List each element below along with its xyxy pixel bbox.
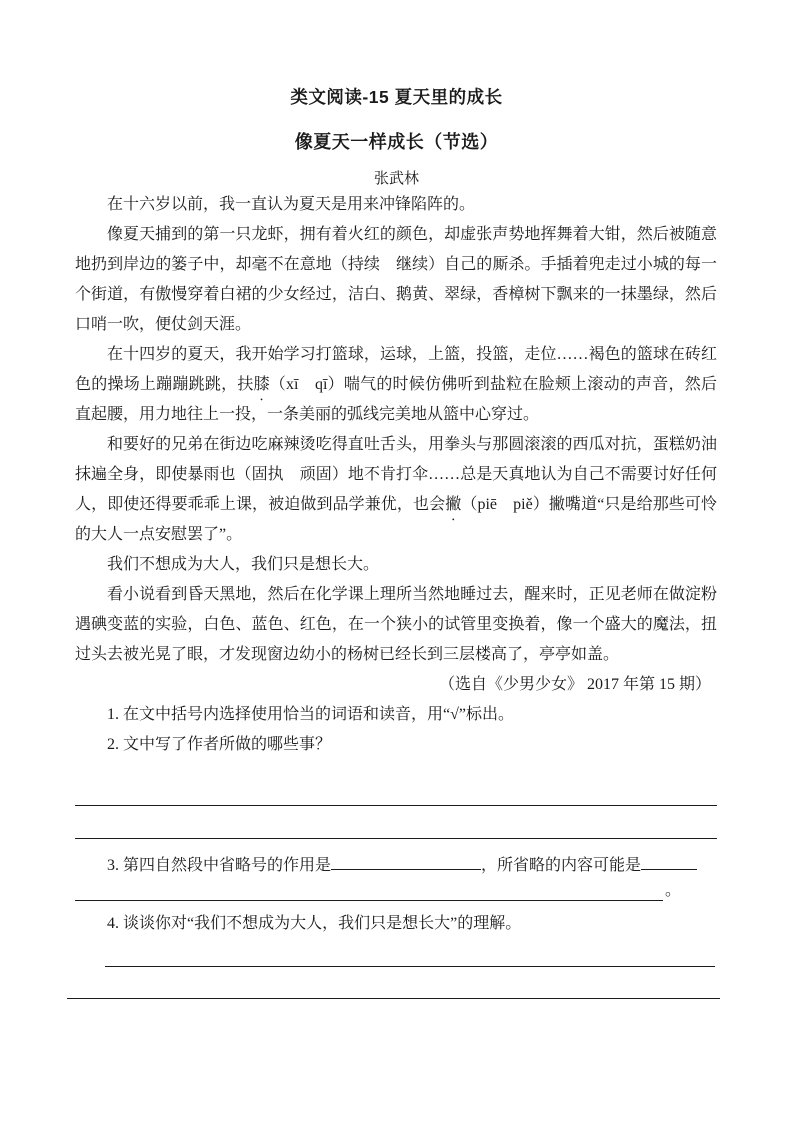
article-body (75, 190, 717, 999)
question-4: 4. 谈谈你对“我们不想成为大人，我们只是想长大”的理解。 (107, 915, 522, 932)
answer-line (105, 966, 715, 967)
paragraph (75, 220, 717, 340)
paragraph (75, 190, 717, 220)
answer-blank (641, 852, 697, 870)
text-segment: 看小说看到昏天黑地，然后在化学课上理所当然地睡过去，醒来时，正见老师在做淀粉遇碘变蓝的实验，白色、蓝色、红色，在一个狭小的试管里变换着，像一个盛大的魔法，扭过头去被光晃了眼，才发现窗边幼小的杨树已经长到三层楼高了，亭亭如盖。 (75, 586, 717, 663)
question-3-end-punctuation: 。 (665, 882, 682, 899)
text-segment: 在十六岁以前，我一直认为夏天是用来冲锋陷阵的。 (107, 196, 476, 213)
question-3-continuation (75, 881, 717, 901)
emphasized-character: 膝 (253, 376, 270, 393)
text-segment: 和要好的兄弟在街边吃麻辣烫吃得直吐舌头，用拳头与那圆滚滚的西瓜对抗，蛋糕奶油抹遍全身，即使暴雨也（固执 顽固）地不肯打伞……总是天真地认为自己不需要讨好任何人，即使还得要乖乖上课，被迫做到品学兼优，也会 (75, 436, 717, 513)
paragraph (75, 580, 717, 670)
text-segment: （piē piě）撇嘴道“只是给那些可怜的大人一点安慰罢了”。 (75, 496, 717, 543)
answer-line (75, 838, 717, 839)
author-name: 张武林 (373, 171, 419, 187)
text-segment: 我们不想成为大人，我们只是想长大。 (107, 556, 380, 573)
answer-blank (331, 852, 481, 870)
emphasized-character: 撇 (445, 496, 462, 513)
question-3-text-2: ，所省略的内容可能是 (481, 857, 642, 874)
question-1: 1. 在文中括号内选择使用恰当的词语和读音，用“√”标出。 (107, 706, 514, 723)
article-title: 像夏天一样成长（节选） (294, 132, 499, 152)
page-title: 类文阅读-15 夏天里的成长 (290, 87, 503, 107)
paragraph (75, 430, 717, 550)
paragraph (75, 340, 717, 430)
article-paragraphs (75, 190, 717, 670)
answer-line (75, 805, 717, 806)
text-segment: （xī qī）喘气的时候仿佛听到盐粒在脸颊上滚动的声音，然后直起腰，用力地往上一投，一条美丽的弧线完美地从篮中心穿过。 (75, 376, 717, 423)
question-3-text-1: 3. 第四自然段中省略号的作用是 (107, 857, 332, 874)
text-segment: 在十四岁的夏天，我开始学习打篮球，运球，上篮，投篮，走位……褐色的篮球在砖红色的操场上蹦蹦跳跳，扶 (75, 346, 717, 393)
question-3 (75, 851, 717, 881)
answer-line (75, 882, 663, 901)
source-attribution: （选自《少男少女》 2017 年第 15 期） (438, 676, 711, 693)
question-2: 2. 文中写了作者所做的哪些事？ (107, 736, 332, 753)
text-segment: 像夏天捕到的第一只龙虾，拥有着火红的颜色，却虚张声势地挥舞着大钳，然后被随意地扔到岸边的篓子中，却毫不在意地（持续 继续）自己的厮杀。手插着兜走过小城的每一个街道，有傲慢穿着白裙的少女经过，洁白、鹅黄、翠绿，香樟树下飘来的一抹墨绿，然后口哨一吹，便仗剑天涯。 (75, 226, 717, 333)
paragraph (75, 550, 717, 580)
answer-line (67, 998, 720, 999)
